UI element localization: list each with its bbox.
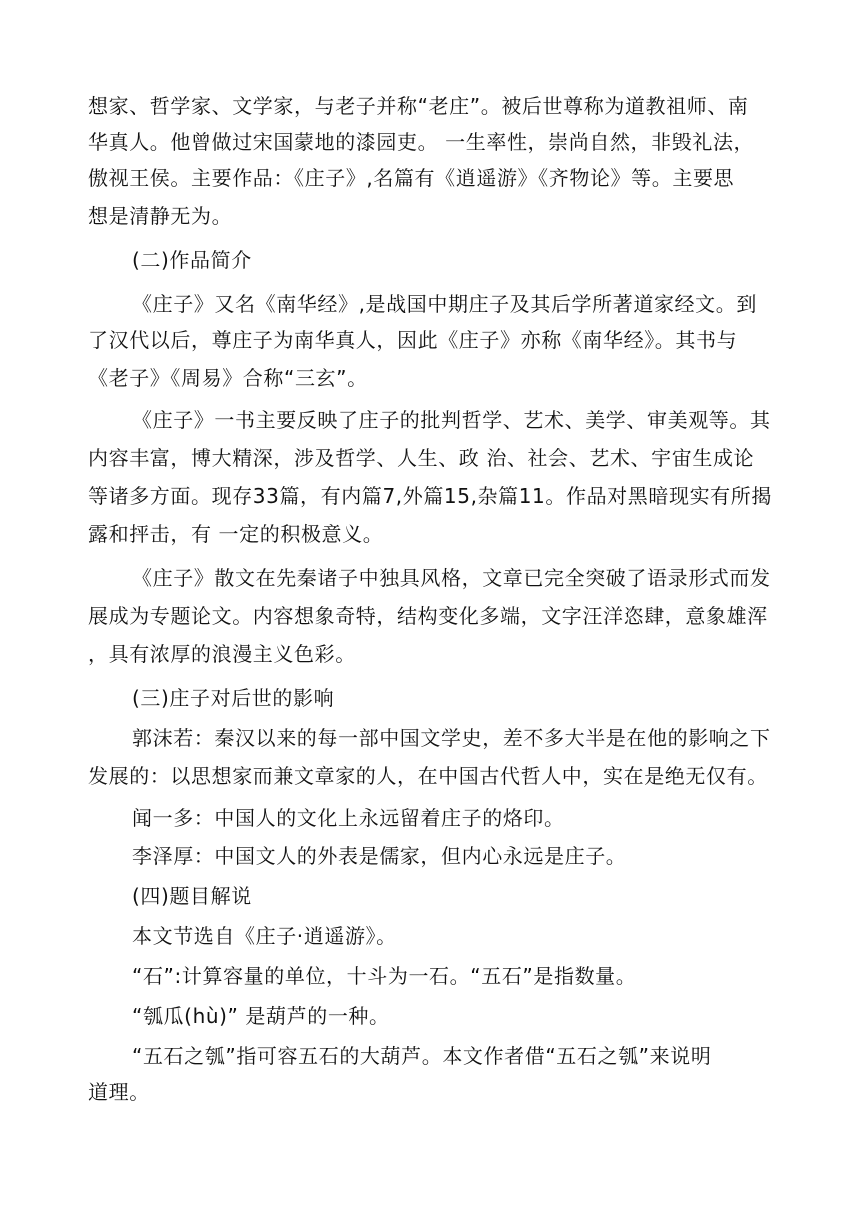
paragraph-line: ，具有浓厚的浪漫主义色彩。	[88, 642, 356, 666]
quote-line: 李泽厚：中国文人的外表是儒家，但内心永远是庄子。	[132, 844, 627, 868]
paragraph-line: 本文节选自《庄子·逍遥游》。	[132, 924, 397, 948]
paragraph-line: 《庄子》一书主要反映了庄子的批判哲学、艺术、美学、审美观等。其	[132, 408, 771, 432]
paragraph-line: 《庄子》散文在先秦诸子中独具风格，文章已完全突破了语录形式而发	[132, 566, 771, 590]
paragraph-line: “五石之瓠”指可容五石的大葫芦。本文作者借“五石之瓠”来说明	[132, 1044, 712, 1068]
paragraph-line: 内容丰富，博大精深，涉及哲学、人生、政 治、社会、艺术、宇宙生成论	[88, 446, 755, 470]
paragraph-line: 露和抨击，有 一定的积极意义。	[88, 522, 384, 546]
paragraph-line: “瓠瓜(hù)” 是葫芦的一种。	[132, 1004, 390, 1028]
section-heading: (四)题目解说	[132, 884, 252, 908]
paragraph-line: 道理。	[88, 1080, 150, 1104]
quote-line: 郭沫若：秦汉以来的每一部中国文学史，差不多大半是在他的影响之下	[132, 726, 771, 750]
text-line: 想是清静无为。	[88, 204, 233, 228]
paragraph-line: 展成为专题论文。内容想象奇特，结构变化多端，文字汪洋恣肆，意象雄浑	[88, 604, 768, 628]
text-line: 想家、哲学家、文学家，与老子并称“老庄”。被后世尊称为道教祖师、南	[88, 94, 749, 118]
paragraph-line: 《庄子》又名《南华经》,是战国中期庄子及其后学所著道家经文。到	[132, 292, 757, 316]
text-line: 傲视王侯。主要作品：《庄子》,名篇有《逍遥游》《齐物论》等。主要思	[88, 166, 735, 190]
text-line: 华真人。他曾做过宋国蒙地的漆园吏。 一生率性，崇尚自然，非毁礼法，	[88, 130, 755, 154]
section-heading: (三)庄子对后世的影响	[132, 686, 335, 710]
paragraph-line: “石”:计算容量的单位，十斗为一石。“五石”是指数量。	[132, 964, 637, 988]
quote-line: 发展的：以思想家而兼文章家的人，在中国古代哲人中，实在是绝无仅有。	[88, 764, 768, 788]
paragraph-line: 等诸多方面。现存33篇，有内篇7,外篇15,杂篇11。作品对黑暗现实有所揭	[88, 484, 772, 508]
paragraph-line: 《老子》《周易》合称“三玄”。	[88, 366, 368, 390]
paragraph-line: 了汉代以后，尊庄子为南华真人，因此《庄子》亦称《南华经》。其书与	[88, 328, 738, 352]
section-heading: (二)作品简介	[132, 248, 252, 272]
quote-line: 闻一多：中国人的文化上永远留着庄子的烙印。	[132, 806, 565, 830]
